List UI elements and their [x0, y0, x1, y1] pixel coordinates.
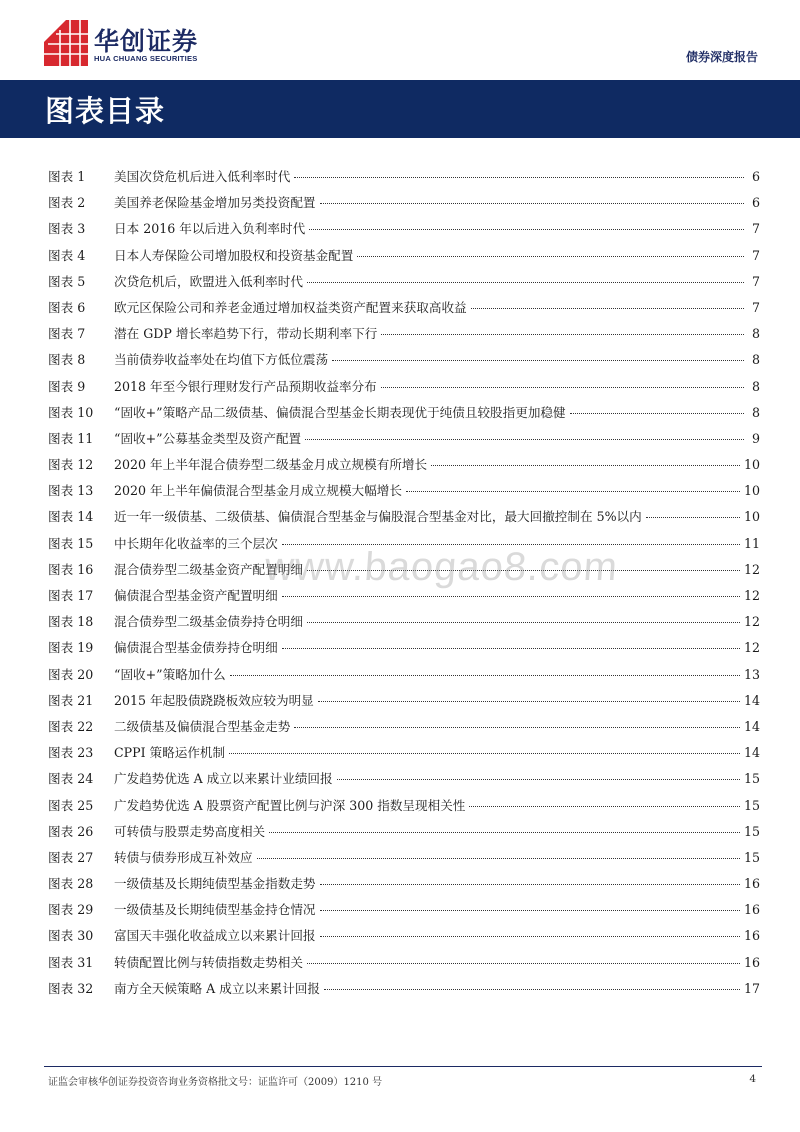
toc-entry-title: 南方全天候策略 A 成立以来累计回报	[114, 980, 321, 996]
section-banner	[0, 80, 800, 138]
toc-entry-label: 图表 7	[48, 326, 86, 342]
toc-entry-label: 图表 26	[48, 823, 94, 839]
toc-entry-title: 转债与债券形成互补效应	[114, 849, 253, 865]
toc-entry-page: 15	[743, 823, 760, 839]
toc-entry-title: 日本人寿保险公司增加股权和投资基金配置	[114, 247, 354, 263]
report-type: 债券深度报告	[685, 50, 758, 64]
toc-entry-page: 14	[743, 745, 760, 761]
toc-entry[interactable]	[48, 899, 760, 925]
toc-entry-title: 2015 年起股债跷跷板效应较为明显	[114, 692, 314, 708]
toc-entry-label: 图表 28	[48, 876, 94, 892]
toc-entry-title: 美国养老保险基金增加另类投资配置	[114, 195, 316, 211]
toc-entry[interactable]	[48, 873, 760, 899]
toc-entry-label: 图表 29	[48, 902, 94, 918]
toc-entry-label: 图表 6	[48, 299, 86, 315]
toc-entry-page: 10	[743, 457, 760, 473]
toc-entry[interactable]	[48, 978, 760, 1004]
toc-dot-leader	[381, 333, 744, 335]
toc-entry-label: 图表 16	[48, 561, 94, 577]
toc-entry-label: 图表 10	[48, 404, 94, 420]
toc-entry-label: 图表 4	[48, 247, 86, 263]
toc-entry-page: 8	[751, 404, 760, 420]
toc-dot-leader	[320, 202, 745, 204]
toc-dot-leader	[282, 595, 740, 597]
toc-entry-page: 7	[751, 273, 760, 289]
toc-entry-page: 15	[743, 797, 760, 813]
toc-dot-leader	[381, 386, 744, 388]
toc-entry[interactable]	[48, 376, 760, 402]
toc-entry-label: 图表 22	[48, 718, 94, 734]
toc-entry-page: 12	[743, 561, 760, 577]
logo-mark-icon	[44, 20, 88, 66]
toc-entry-title: 2020 年上半年偏债混合型基金月成立规模大幅增长	[114, 483, 402, 499]
toc-entry-page: 7	[751, 221, 760, 237]
toc-dot-leader	[320, 883, 740, 885]
toc-dot-leader	[294, 726, 740, 728]
toc-entry-page: 10	[743, 483, 760, 499]
toc-entry[interactable]	[48, 795, 760, 821]
toc-entry-label: 图表 11	[48, 430, 94, 446]
toc-entry-label: 图表 2	[48, 195, 86, 211]
toc-dot-leader	[332, 359, 744, 361]
toc-entry-page: 11	[743, 535, 760, 551]
toc-entry-title: 可转债与股票走势高度相关	[114, 823, 266, 839]
toc-dot-leader	[570, 412, 744, 414]
toc-entry[interactable]	[48, 192, 760, 218]
toc-entry-label: 图表 27	[48, 849, 94, 865]
toc-entry-title: 美国次贷危机后进入低利率时代	[114, 169, 291, 184]
toc-entry-page: 14	[743, 718, 760, 734]
toc-entry-label: 图表 14	[48, 509, 94, 525]
toc-entry-label: 图表 31	[48, 954, 94, 970]
toc-entry[interactable]	[48, 742, 760, 768]
toc-entry[interactable]	[48, 506, 760, 532]
watermark: www.baogao8.com	[263, 545, 620, 589]
toc-entry-page: 16	[743, 954, 760, 970]
toc-entry-label: 图表 15	[48, 535, 94, 551]
page-number: 4	[749, 1073, 756, 1085]
toc-entry-page: 16	[743, 928, 760, 944]
toc-entry-label: 图表 32	[48, 980, 94, 996]
page-header	[0, 0, 800, 70]
toc-dot-leader	[431, 464, 740, 466]
toc-entry[interactable]	[48, 716, 760, 742]
brand-name-en: HUA CHUANG SECURITIES	[94, 54, 198, 63]
toc-entry-label: 图表 9	[48, 378, 86, 394]
toc-entry-title: 当前债券收益率处在均值下方低位震荡	[114, 352, 329, 368]
toc-dot-leader	[324, 988, 740, 990]
toc-entry[interactable]	[48, 297, 760, 323]
toc-dot-leader	[282, 647, 740, 649]
company-logo	[44, 20, 264, 68]
toc-dot-leader	[307, 621, 740, 623]
toc-entry-label: 图表 8	[48, 352, 86, 368]
toc-dot-leader	[307, 281, 744, 283]
toc-entry-page: 15	[743, 849, 760, 865]
toc-entry-title: 广发趋势优选 A 成立以来累计业绩回报	[114, 771, 333, 787]
toc-entry-title: 二级债基及偏债混合型基金走势	[114, 718, 291, 734]
toc-entry-page: 13	[743, 666, 760, 682]
toc-dot-leader	[406, 490, 740, 492]
toc-entry-label: 图表 19	[48, 640, 94, 656]
toc-entry-page: 9	[751, 430, 760, 446]
toc-entry-page: 17	[743, 980, 760, 996]
toc-entry-title: 2020 年上半年混合债券型二级基金月成立规模有所增长	[114, 457, 428, 473]
toc-entry-title: 近一年一级债基、二级债基、偏债混合型基金与偏股混合型基金对比，最大回撤控制在 5%以内	[114, 509, 642, 525]
toc-dot-leader	[320, 935, 740, 937]
toc-dot-leader	[230, 674, 740, 676]
toc-entry[interactable]	[48, 402, 760, 428]
toc-entry-label: 图表 24	[48, 771, 94, 787]
toc-entry-label: 图表 25	[48, 797, 94, 813]
toc-entry-title: 潜在 GDP 增长率趋势下行，带动长期利率下行	[114, 326, 378, 342]
toc-entry-page: 12	[743, 588, 760, 603]
toc-entry[interactable]	[48, 664, 760, 690]
toc-dot-leader	[257, 857, 740, 859]
toc-entry-page: 10	[743, 509, 760, 525]
toc-entry-title: 偏债混合型基金资产配置明细	[114, 588, 278, 603]
toc-entry-title: 次贷危机后，欧盟进入低利率时代	[114, 273, 303, 289]
toc-entry-label: 图表 1	[48, 169, 86, 184]
toc-entry-title: 混合债券型二级基金债券持仓明细	[114, 614, 303, 630]
toc-dot-leader	[294, 176, 744, 178]
toc-entry[interactable]	[48, 166, 760, 192]
toc-entry-page: 6	[751, 195, 760, 211]
toc-dot-leader	[469, 805, 740, 807]
toc-entry[interactable]	[48, 690, 760, 716]
toc-entry-page: 12	[743, 640, 760, 656]
toc-entry[interactable]	[48, 480, 760, 506]
toc-dot-leader	[229, 752, 740, 754]
toc-entry[interactable]	[48, 847, 760, 873]
toc-entry-title: “固收+”公募基金类型及资产配置	[114, 430, 302, 446]
toc-entry-page: 16	[743, 876, 760, 892]
toc-entry[interactable]	[48, 768, 760, 794]
toc-entry-page: 7	[751, 247, 760, 263]
toc-entry-page: 14	[743, 692, 760, 708]
brand-name-cn: 华创证券	[94, 27, 199, 56]
toc-entry-label: 图表 20	[48, 666, 94, 682]
toc-entry-label: 图表 23	[48, 745, 94, 761]
toc-entry-title: 转债配置比例与转债指数走势相关	[114, 954, 303, 970]
toc-dot-leader	[471, 307, 744, 309]
toc-entry-title: “固收+”策略加什么	[114, 666, 226, 682]
toc-entry[interactable]	[48, 952, 760, 978]
toc-entry[interactable]	[48, 821, 760, 847]
section-title: 图表目录	[45, 94, 166, 128]
toc-entry-page: 12	[743, 614, 760, 630]
toc-entry-title: CPPI 策略运作机制	[114, 745, 226, 761]
toc-entry[interactable]	[48, 454, 760, 480]
toc-entry-title: 日本 2016 年以后进入负利率时代	[114, 221, 306, 237]
toc-entry-label: 图表 21	[48, 692, 94, 708]
toc-entry-page: 7	[751, 299, 760, 315]
toc-dot-leader	[309, 228, 744, 230]
toc-entry-title: 中长期年化收益率的三个层次	[114, 535, 278, 551]
footer-license-text: 证监会审核华创证券投资咨询业务资格批文号：证监许可（2009）1210 号	[48, 1077, 383, 1088]
toc-entry-page: 15	[743, 771, 760, 787]
toc-entry-label: 图表 3	[48, 221, 86, 237]
toc-dot-leader	[646, 516, 740, 518]
toc-entry-label: 图表 17	[48, 588, 94, 603]
toc-entry-label: 图表 5	[48, 273, 86, 289]
toc-entry-page: 16	[743, 902, 760, 918]
toc-entry-title: 偏债混合型基金债券持仓明细	[114, 640, 278, 656]
toc-dot-leader	[357, 255, 744, 257]
toc-entry-title: 2018 年至今银行理财发行产品预期收益率分布	[114, 378, 377, 394]
toc-entry[interactable]	[48, 925, 760, 951]
toc-entry[interactable]	[48, 637, 760, 663]
toc-entry-title: 富国天丰强化收益成立以来累计回报	[114, 928, 316, 944]
toc-entry-label: 图表 18	[48, 614, 94, 630]
toc-entry-title: 一级债基及长期纯债型基金指数走势	[114, 876, 316, 892]
toc-entry-title: “固收+”策略产品二级债基、偏债混合型基金长期表现优于纯债且较股指更加稳健	[114, 404, 566, 420]
toc-entry-page: 8	[751, 352, 760, 368]
toc-dot-leader	[337, 778, 740, 780]
toc-entry-title: 广发趋势优选 A 股票资产配置比例与沪深 300 指数呈现相关性	[114, 797, 466, 813]
toc-entry-label: 图表 12	[48, 457, 94, 473]
toc-dot-leader	[307, 962, 740, 964]
toc-dot-leader	[269, 831, 740, 833]
toc-dot-leader	[318, 700, 740, 702]
toc-entry[interactable]	[48, 349, 760, 375]
toc-entry[interactable]	[48, 245, 760, 271]
toc-entry-label: 图表 30	[48, 928, 94, 944]
toc-entry-title: 混合债券型二级基金资产配置明细	[114, 561, 303, 577]
toc-entry-page: 8	[751, 326, 760, 342]
toc-dot-leader	[305, 438, 744, 440]
toc-entry-title: 欧元区保险公司和养老金通过增加权益类资产配置来获取高收益	[114, 299, 467, 315]
toc-entry[interactable]	[48, 271, 760, 297]
toc-entry[interactable]	[48, 218, 760, 244]
toc-entry[interactable]	[48, 428, 760, 454]
toc-dot-leader	[320, 909, 740, 911]
toc-entry-page: 6	[751, 169, 760, 184]
toc-entry[interactable]	[48, 611, 760, 637]
toc-entry-page: 8	[751, 378, 760, 394]
footer-divider	[44, 1066, 762, 1067]
toc-entry-label: 图表 13	[48, 483, 94, 499]
toc-entry-title: 一级债基及长期纯债型基金持仓情况	[114, 902, 316, 918]
toc-entry[interactable]	[48, 323, 760, 349]
